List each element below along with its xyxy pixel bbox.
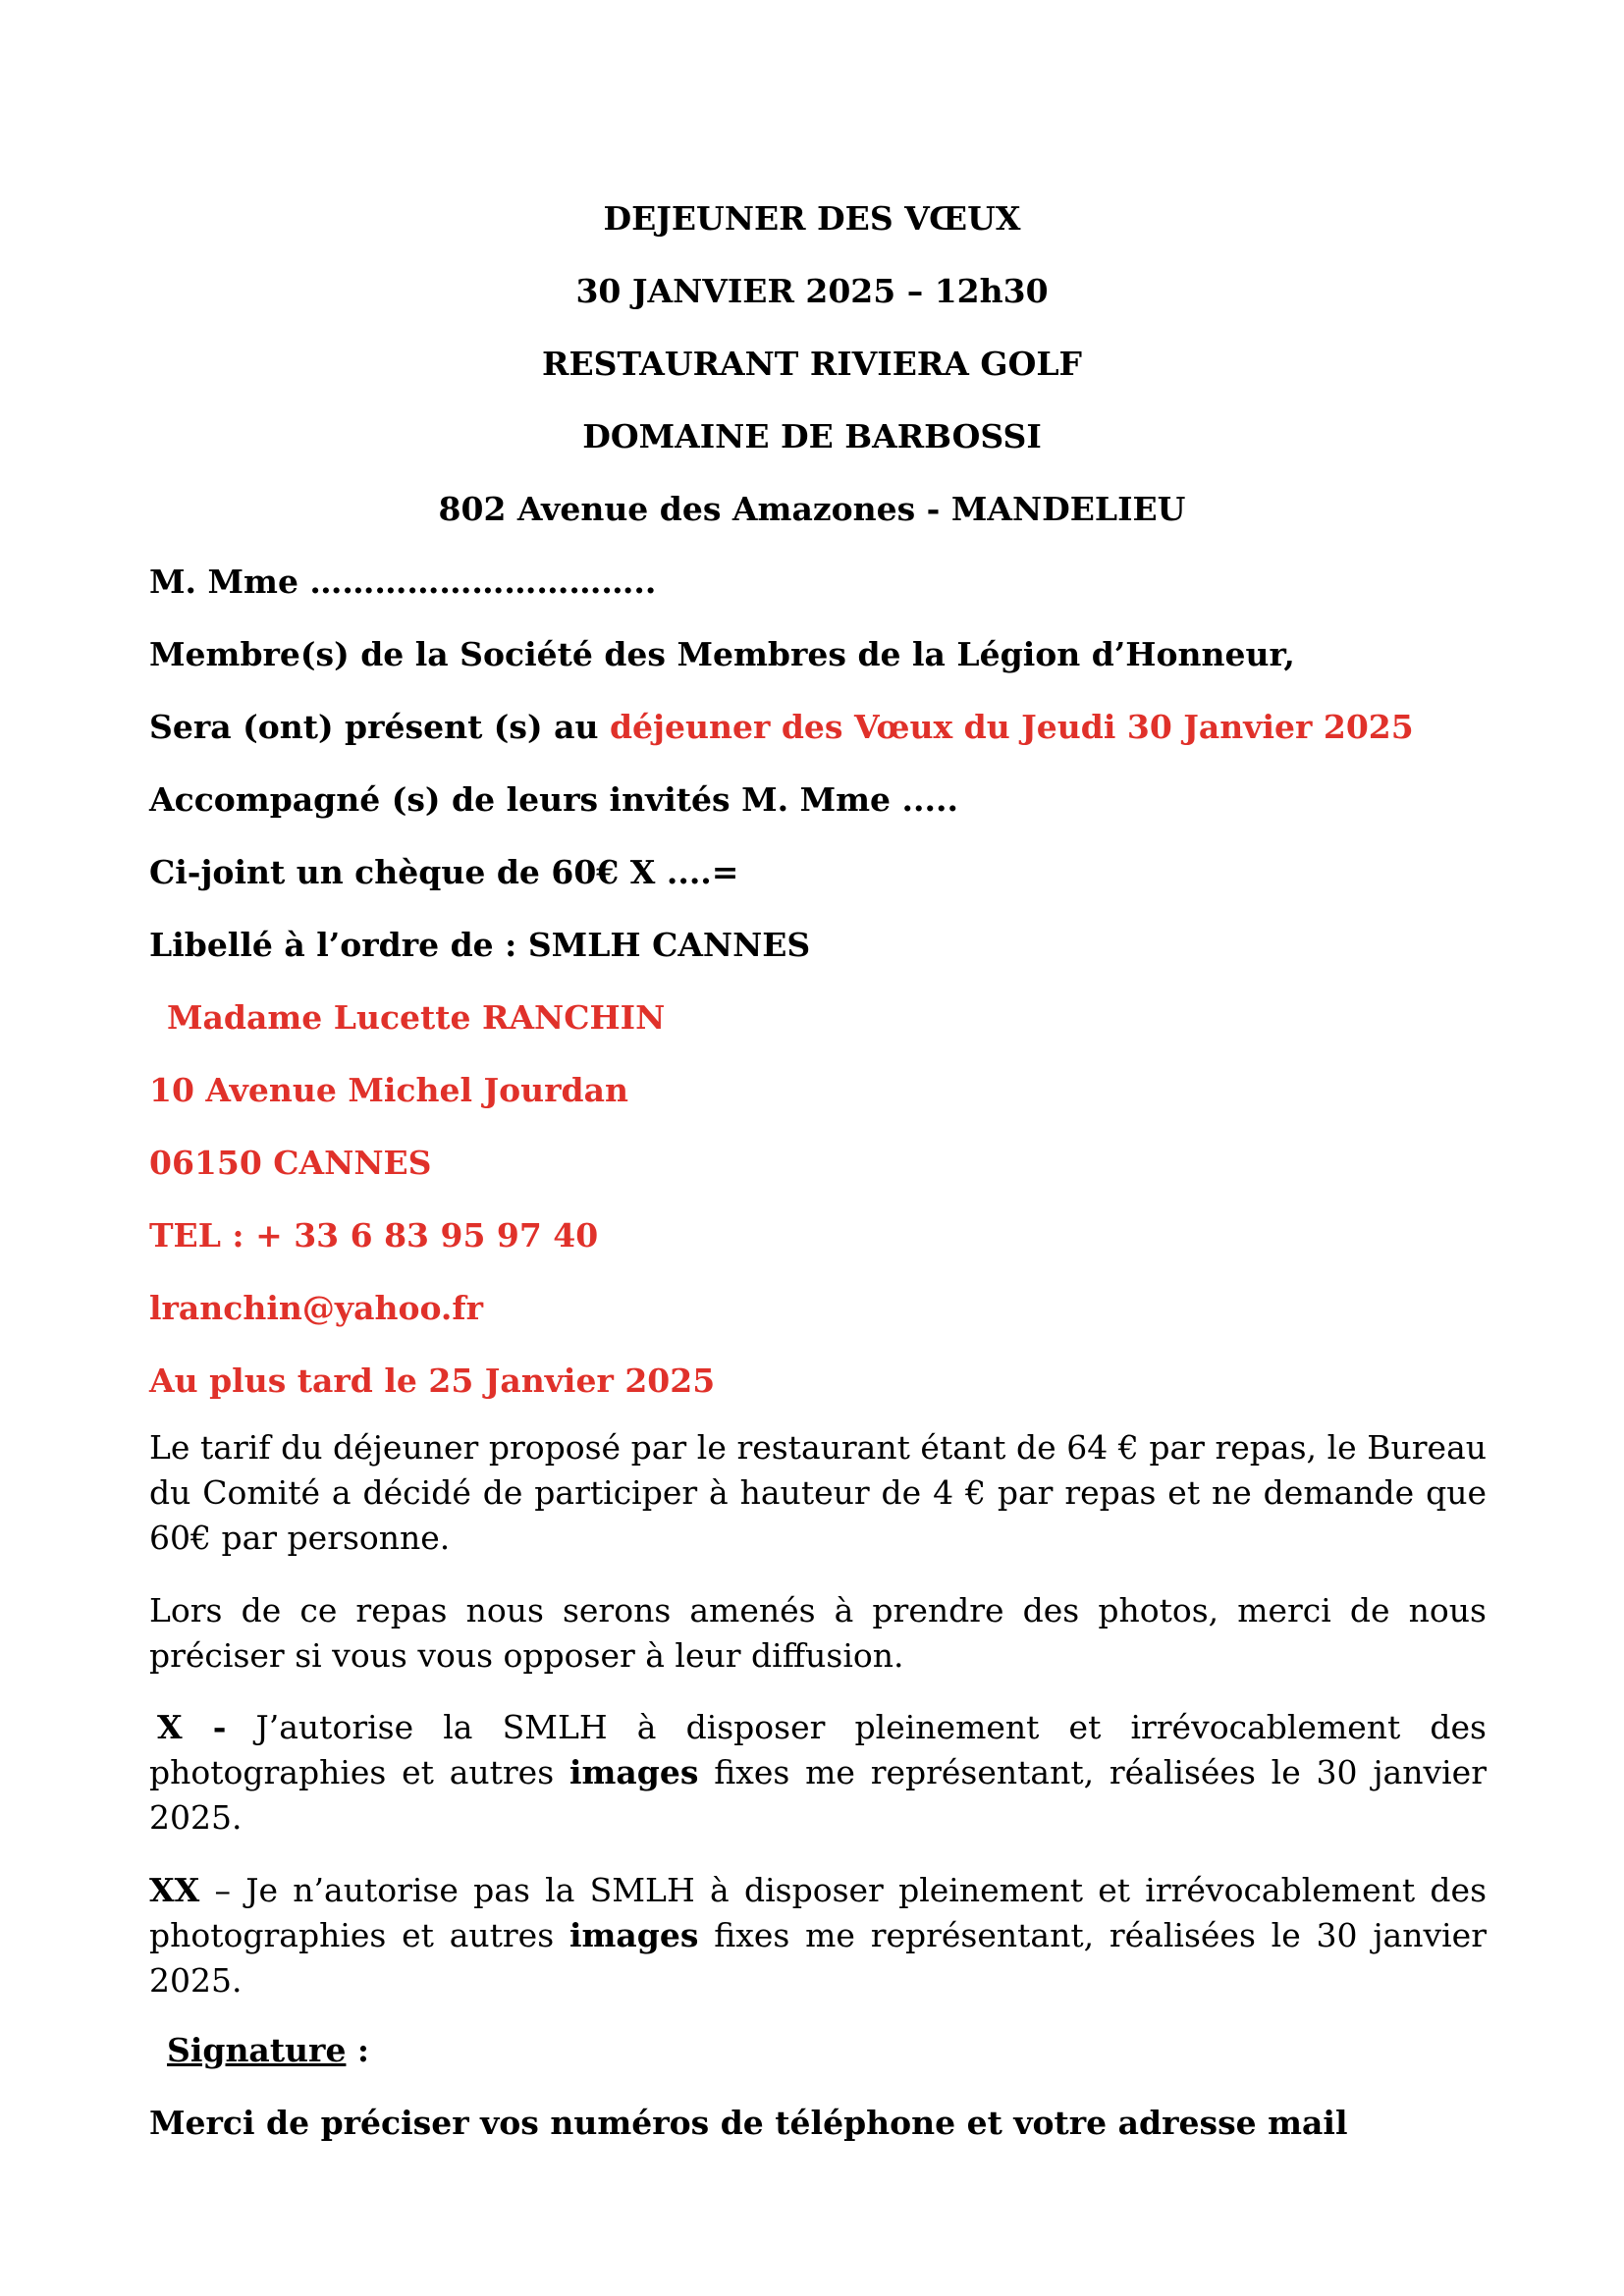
event-date-time: 30 JANVIER 2025 – 12h30 (575, 272, 1049, 310)
closing-note: Merci de préciser vos numéros de téléphone et votre adresse mail (149, 2104, 1348, 2142)
contact-email: lranchin@yahoo.fr (149, 1289, 483, 1327)
no-authorization-images-word: images (568, 1916, 699, 1954)
name-line: M. Mme ………………………….. (149, 562, 657, 601)
no-authorization-mark: XX (149, 1871, 200, 1909)
event-domain: DOMAINE DE BARBOSSI (582, 417, 1042, 455)
no-authorization-paragraph: XX – Je n’autorise pas la SMLH à disposer pleinement et irrévocablement des photographies et autres images fixes me représentant, réalisées le 30 janvier 2025. (149, 1871, 1487, 2000)
contact-phone: TEL : + 33 6 83 95 97 40 (149, 1216, 599, 1255)
authorization-images-word: images (568, 1753, 699, 1791)
response-deadline: Au plus tard le 25 Janvier 2025 (149, 1362, 716, 1400)
photos-paragraph: Lors de ce repas nous serons amenés à prendre des photos, merci de nous préciser si vous vous opposer à leur diffusion. (149, 1591, 1487, 1675)
event-title: DEJEUNER DES VŒUX (603, 199, 1021, 238)
signature-label: Signature (167, 2031, 347, 2069)
event-restaurant: RESTAURANT RIVIERA GOLF (542, 345, 1082, 383)
guests-line: Accompagné (s) de leurs invités M. Mme ..... (149, 780, 958, 819)
presence-event: déjeuner des Vœux du Jeudi 30 Janvier 2025 (609, 708, 1414, 746)
member-line: Membre(s) de la Société des Membres de la Légion d’Honneur, (149, 635, 1295, 673)
signature-line: Signature : (167, 2031, 370, 2069)
event-address: 802 Avenue des Amazones - MANDELIEU (438, 490, 1186, 528)
contact-name: Madame Lucette RANCHIN (167, 998, 666, 1037)
contact-street: 10 Avenue Michel Jourdan (149, 1071, 628, 1109)
payable-line: Libellé à l’ordre de : SMLH CANNES (149, 926, 811, 964)
contact-city: 06150 CANNES (149, 1144, 432, 1182)
authorization-paragraph: X - J’autorise la SMLH à disposer pleinement et irrévocablement des photographies et autres images fixes me représentant, réalisées le 30 janvier 2025. (149, 1708, 1487, 1837)
cheque-line: Ci-joint un chèque de 60€ X ....= (149, 853, 739, 891)
presence-line (149, 708, 1485, 747)
authorization-mark: X - (157, 1708, 227, 1746)
tarif-paragraph: Le tarif du déjeuner proposé par le restaurant étant de 64 € par repas, le Bureau du Comité a décidé de participer à hauteur de 4 € par repas et ne demande que 60€ par personne. (149, 1428, 1487, 1557)
presence-prefix: Sera (ont) présent (s) au (149, 708, 610, 746)
